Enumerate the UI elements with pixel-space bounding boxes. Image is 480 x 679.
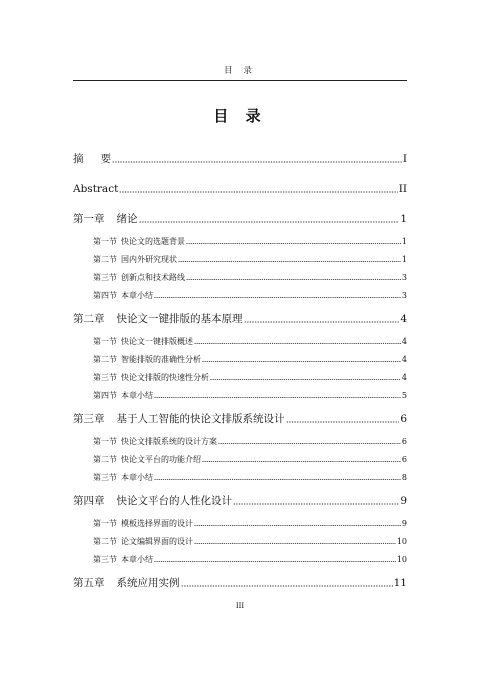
toc-entry-number: 第五章 bbox=[73, 577, 105, 589]
toc-title: 目 录 bbox=[213, 107, 267, 125]
leader-dots bbox=[178, 260, 401, 263]
toc-entry-number: 第三节 bbox=[93, 473, 117, 482]
toc-entry-page: 3 bbox=[401, 273, 407, 282]
toc-entry-title: 系统应用实例 bbox=[116, 577, 180, 589]
toc-entry-page: 4 bbox=[400, 313, 407, 325]
toc-entry-chapter[interactable] bbox=[73, 494, 407, 508]
leader-dots bbox=[194, 342, 401, 345]
toc-entry-section[interactable] bbox=[93, 290, 407, 301]
toc-entry-title: 绪论 bbox=[116, 213, 138, 225]
toc-entry-section[interactable] bbox=[93, 454, 407, 465]
leader-dots bbox=[233, 502, 399, 506]
toc-entry-number: 第一章 bbox=[73, 213, 105, 225]
toc-entry-section[interactable] bbox=[93, 472, 407, 483]
leader-dots bbox=[286, 420, 400, 424]
toc-entry-page: 4 bbox=[401, 355, 407, 364]
toc-entry-section[interactable] bbox=[93, 372, 407, 383]
toc-entry-page: II bbox=[398, 183, 407, 195]
toc-entry-number: 第四节 bbox=[93, 391, 117, 400]
leader-dots bbox=[119, 190, 397, 194]
toc-entry-page: 11 bbox=[393, 577, 407, 589]
toc-entry-label bbox=[93, 354, 201, 365]
toc-entry-label bbox=[93, 254, 177, 265]
leader-dots bbox=[186, 278, 401, 281]
toc-entry-label bbox=[93, 536, 193, 547]
toc-entry-chapter[interactable] bbox=[73, 412, 407, 426]
toc-entry-label bbox=[73, 494, 232, 508]
toc-entry-number: 第二章 bbox=[73, 313, 105, 325]
leader-dots bbox=[194, 524, 401, 527]
toc-entry-abstract-cn[interactable] bbox=[73, 152, 407, 166]
toc-entry-title: 快论文平台的人性化设计 bbox=[116, 495, 232, 507]
toc-entry-page: 3 bbox=[401, 291, 407, 300]
toc-entry-number: 第二节 bbox=[93, 537, 117, 546]
leader-dots bbox=[181, 584, 393, 588]
toc-entry-title: 快论文一键排版的基本原理 bbox=[116, 313, 243, 325]
toc-entry-page: 6 bbox=[400, 413, 407, 425]
toc-entry-chapter[interactable] bbox=[73, 212, 407, 226]
toc-entry-number: 第三节 bbox=[93, 273, 117, 282]
toc-entry-chapter[interactable] bbox=[73, 576, 407, 590]
leader-dots bbox=[154, 296, 401, 299]
toc-entry-label bbox=[73, 212, 138, 226]
toc-entry-title: 智能排版的准确性分析 bbox=[121, 355, 201, 364]
toc-entry-title: 模板选择界面的设计 bbox=[121, 519, 193, 528]
toc-entry-title: Abstract bbox=[73, 183, 119, 195]
toc-entry-title: 要 bbox=[100, 153, 111, 165]
toc-entry-title: 本章小结 bbox=[121, 291, 153, 300]
toc-entry-title: 快论文的选题背景 bbox=[121, 237, 185, 246]
toc-entry-label bbox=[93, 554, 153, 565]
toc-entry-title: 本章小结 bbox=[121, 473, 153, 482]
toc-entry-section[interactable] bbox=[93, 518, 407, 529]
toc-entry-page: 1 bbox=[401, 255, 407, 264]
toc-entry-label bbox=[93, 236, 185, 247]
toc-entry-title: 基于人工智能的快论文排版系统设计 bbox=[116, 413, 285, 425]
toc-entry-section[interactable] bbox=[93, 272, 407, 283]
toc-entry-title: 本章小结 bbox=[121, 555, 153, 564]
toc-entry-title: 论文编辑界面的设计 bbox=[121, 537, 193, 546]
toc-entry-page: 4 bbox=[401, 373, 407, 382]
toc-entry-label bbox=[93, 390, 153, 401]
toc-entry-section[interactable] bbox=[93, 236, 407, 247]
page-number: III bbox=[235, 602, 245, 610]
toc-entry-number: 第一节 bbox=[93, 237, 117, 246]
toc-entry-label bbox=[93, 272, 185, 283]
toc-entry-number: 第一节 bbox=[93, 519, 117, 528]
toc-entry-label bbox=[93, 472, 153, 483]
leader-dots bbox=[139, 220, 400, 224]
leader-dots bbox=[218, 442, 401, 445]
toc-entry-number: 第三节 bbox=[93, 373, 117, 382]
running-header: 目 录 bbox=[224, 66, 256, 76]
toc-entry-section[interactable] bbox=[93, 390, 407, 401]
toc-entry-title: 国内外研究现状 bbox=[121, 255, 177, 264]
toc-entry-page: 10 bbox=[396, 537, 407, 546]
toc-entry-label bbox=[93, 454, 201, 465]
toc-entry-title: 创新点和技术路线 bbox=[121, 273, 185, 282]
toc-entry-label bbox=[73, 152, 111, 166]
toc-entry-section[interactable] bbox=[93, 536, 407, 547]
toc-entry-label bbox=[73, 182, 118, 196]
leader-dots bbox=[194, 542, 396, 545]
toc-entry-label bbox=[73, 576, 180, 590]
toc-entry-number: 第四章 bbox=[73, 495, 105, 507]
toc-entry-title: 本章小结 bbox=[121, 391, 153, 400]
leader-dots bbox=[210, 378, 401, 381]
toc-entry-label bbox=[93, 436, 217, 447]
leader-dots bbox=[154, 478, 401, 481]
leader-dots bbox=[112, 160, 402, 164]
toc-entry-section[interactable] bbox=[93, 554, 407, 565]
leader-dots bbox=[154, 396, 401, 399]
toc-entry-section[interactable] bbox=[93, 354, 407, 365]
toc-entry-page: 9 bbox=[401, 519, 407, 528]
toc-entry-page: 6 bbox=[401, 455, 407, 464]
toc-entry-number: 第一节 bbox=[93, 337, 117, 346]
toc-entry-number: 第一节 bbox=[93, 437, 117, 446]
toc-entry-page: 10 bbox=[396, 555, 407, 564]
toc-entry-title: 快论文一键排版概述 bbox=[121, 337, 193, 346]
toc-entry-number: 第二节 bbox=[93, 355, 117, 364]
toc-entry-number: 第三章 bbox=[73, 413, 105, 425]
toc-entry-label bbox=[93, 290, 153, 301]
toc-entry-section[interactable] bbox=[93, 436, 407, 447]
toc-entry-page: 5 bbox=[401, 391, 407, 400]
toc-entry-title: 快论文平台的功能介绍 bbox=[121, 455, 201, 464]
toc-entry-abstract-en[interactable] bbox=[73, 182, 407, 196]
leader-dots bbox=[154, 560, 396, 563]
toc-entry-section[interactable] bbox=[93, 254, 407, 265]
toc-entry-page: 4 bbox=[401, 337, 407, 346]
toc-entry-title: 快论文排版系统的设计方案 bbox=[121, 437, 217, 446]
toc-entry-number: 第二节 bbox=[93, 255, 117, 264]
toc-entry-title: 快论文排版的快速性分析 bbox=[121, 373, 209, 382]
toc-entry-number: 第四节 bbox=[93, 291, 117, 300]
toc-entry-section[interactable] bbox=[93, 336, 407, 347]
toc-entry-label bbox=[93, 336, 193, 347]
toc-entry-number: 第三节 bbox=[93, 555, 117, 564]
toc-entry-page: 1 bbox=[401, 237, 407, 246]
leader-dots bbox=[202, 460, 401, 463]
leader-dots bbox=[244, 320, 400, 324]
toc-entry-page: 9 bbox=[400, 495, 407, 507]
leader-dots bbox=[202, 360, 401, 363]
toc-entry-label bbox=[73, 412, 285, 426]
toc-entry-label bbox=[73, 312, 243, 326]
toc-entry-page: 8 bbox=[401, 473, 407, 482]
toc-entry-number: 摘 bbox=[73, 153, 84, 165]
leader-dots bbox=[186, 242, 401, 245]
toc-entry-label bbox=[93, 518, 193, 529]
toc-entry-chapter[interactable] bbox=[73, 312, 407, 326]
toc-entry-number: 第二节 bbox=[93, 455, 117, 464]
toc-entry-page: 6 bbox=[401, 437, 407, 446]
toc-entry-page: I bbox=[402, 153, 407, 165]
toc-entry-label bbox=[93, 372, 209, 383]
toc-entry-page: 1 bbox=[400, 213, 407, 225]
